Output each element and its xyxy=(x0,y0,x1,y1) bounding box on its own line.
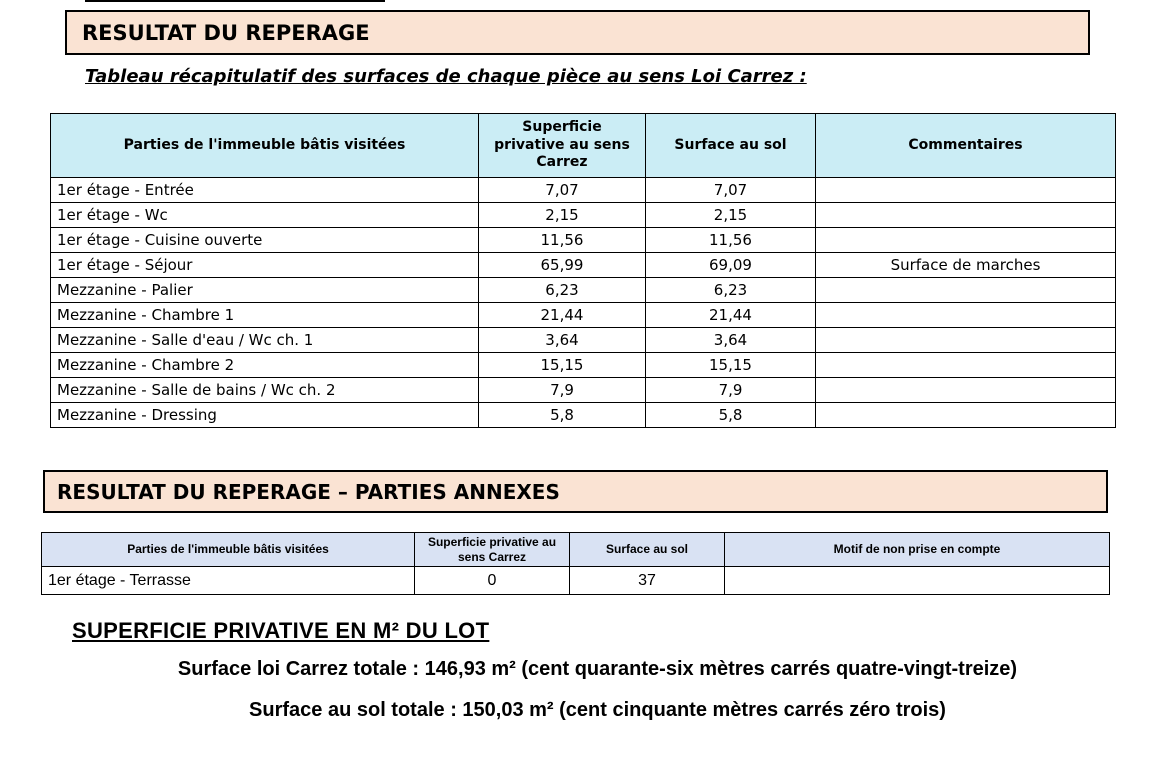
cell-part: Mezzanine - Chambre 1 xyxy=(51,303,479,328)
cell-comment xyxy=(816,378,1116,403)
cell-part: 1er étage - Entrée xyxy=(51,178,479,203)
table-row xyxy=(51,253,1116,278)
col-header-carrez: Superficie privative au sens Carrez xyxy=(479,114,646,178)
cell-carrez: 0 xyxy=(415,567,570,595)
cell-floor: 21,44 xyxy=(646,303,816,328)
cell-floor: 69,09 xyxy=(646,253,816,278)
cell-floor: 7,9 xyxy=(646,378,816,403)
cell-comment xyxy=(816,203,1116,228)
table-row xyxy=(51,378,1116,403)
cell-comment xyxy=(816,403,1116,428)
cell-carrez: 7,07 xyxy=(479,178,646,203)
cell-comment xyxy=(816,178,1116,203)
cell-comment xyxy=(816,328,1116,353)
table-row xyxy=(51,403,1116,428)
cell-carrez: 2,15 xyxy=(479,203,646,228)
carrez-total-line: Surface loi Carrez totale : 146,93 m² (cent quarante-six mètres carrés quatre-vingt-treize) xyxy=(177,658,1018,680)
annex-parts-table xyxy=(41,532,1110,595)
cell-part: 1er étage - Terrasse xyxy=(42,567,415,595)
cell-carrez: 11,56 xyxy=(479,228,646,253)
cell-part: 1er étage - Séjour xyxy=(51,253,479,278)
cell-floor: 7,07 xyxy=(646,178,816,203)
cell-part: Mezzanine - Chambre 2 xyxy=(51,353,479,378)
col-header-parts: Parties de l'immeuble bâtis visitées xyxy=(51,114,479,178)
col-header-comments: Commentaires xyxy=(816,114,1116,178)
col-header-motif: Motif de non prise en compte xyxy=(725,533,1110,567)
cell-part: Mezzanine - Salle de bains / Wc ch. 2 xyxy=(51,378,479,403)
section2-title: RESULTAT DU REPERAGE – PARTIES ANNEXES xyxy=(57,479,560,504)
cell-floor: 6,23 xyxy=(646,278,816,303)
floor-total-line: Surface au sol totale : 150,03 m² (cent cinquante mètres carrés zéro trois) xyxy=(249,699,946,721)
cell-floor: 15,15 xyxy=(646,353,816,378)
cell-carrez: 7,9 xyxy=(479,378,646,403)
table-row xyxy=(51,353,1116,378)
table-row xyxy=(51,203,1116,228)
cell-comment xyxy=(816,278,1116,303)
cell-floor: 37 xyxy=(570,567,725,595)
cell-comment xyxy=(816,353,1116,378)
cell-part: 1er étage - Wc xyxy=(51,203,479,228)
table1-subtitle: Tableau récapitulatif des surfaces de chaque pièce au sens Loi Carrez : xyxy=(85,66,807,87)
cell-part: Mezzanine - Salle d'eau / Wc ch. 1 xyxy=(51,328,479,353)
section2-banner xyxy=(43,470,1108,513)
cell-motif xyxy=(725,567,1110,595)
table-row xyxy=(51,228,1116,253)
cell-carrez: 21,44 xyxy=(479,303,646,328)
col-header-floor: Surface au sol xyxy=(646,114,816,178)
cell-floor: 5,8 xyxy=(646,403,816,428)
cell-comment xyxy=(816,228,1116,253)
cell-part: 1er étage - Cuisine ouverte xyxy=(51,228,479,253)
cell-comment: Surface de marches xyxy=(816,253,1116,278)
col-header-carrez: Superficie privative au sens Carrez xyxy=(415,533,570,567)
cell-carrez: 65,99 xyxy=(479,253,646,278)
cell-carrez: 5,8 xyxy=(479,403,646,428)
table-row xyxy=(51,178,1116,203)
cell-carrez: 15,15 xyxy=(479,353,646,378)
table-row xyxy=(51,303,1116,328)
summary-totals xyxy=(45,658,1150,740)
table-row xyxy=(51,328,1116,353)
cell-part: Mezzanine - Palier xyxy=(51,278,479,303)
table-header-row xyxy=(51,114,1116,178)
table-row xyxy=(42,567,1110,595)
section1-banner xyxy=(65,10,1090,55)
col-header-parts: Parties de l'immeuble bâtis visitées xyxy=(42,533,415,567)
cell-floor: 2,15 xyxy=(646,203,816,228)
table-row xyxy=(51,278,1116,303)
section1-title: RESULTAT DU REPERAGE xyxy=(82,20,370,45)
col-header-floor: Surface au sol xyxy=(570,533,725,567)
cell-carrez: 6,23 xyxy=(479,278,646,303)
cell-part: Mezzanine - Dressing xyxy=(51,403,479,428)
cell-comment xyxy=(816,303,1116,328)
cell-floor: 3,64 xyxy=(646,328,816,353)
top-partial-rule xyxy=(85,0,385,2)
cell-floor: 11,56 xyxy=(646,228,816,253)
summary-heading: SUPERFICIE PRIVATIVE EN M² DU LOT xyxy=(72,618,490,643)
carrez-surfaces-table xyxy=(50,113,1116,428)
cell-carrez: 3,64 xyxy=(479,328,646,353)
table-header-row xyxy=(42,533,1110,567)
